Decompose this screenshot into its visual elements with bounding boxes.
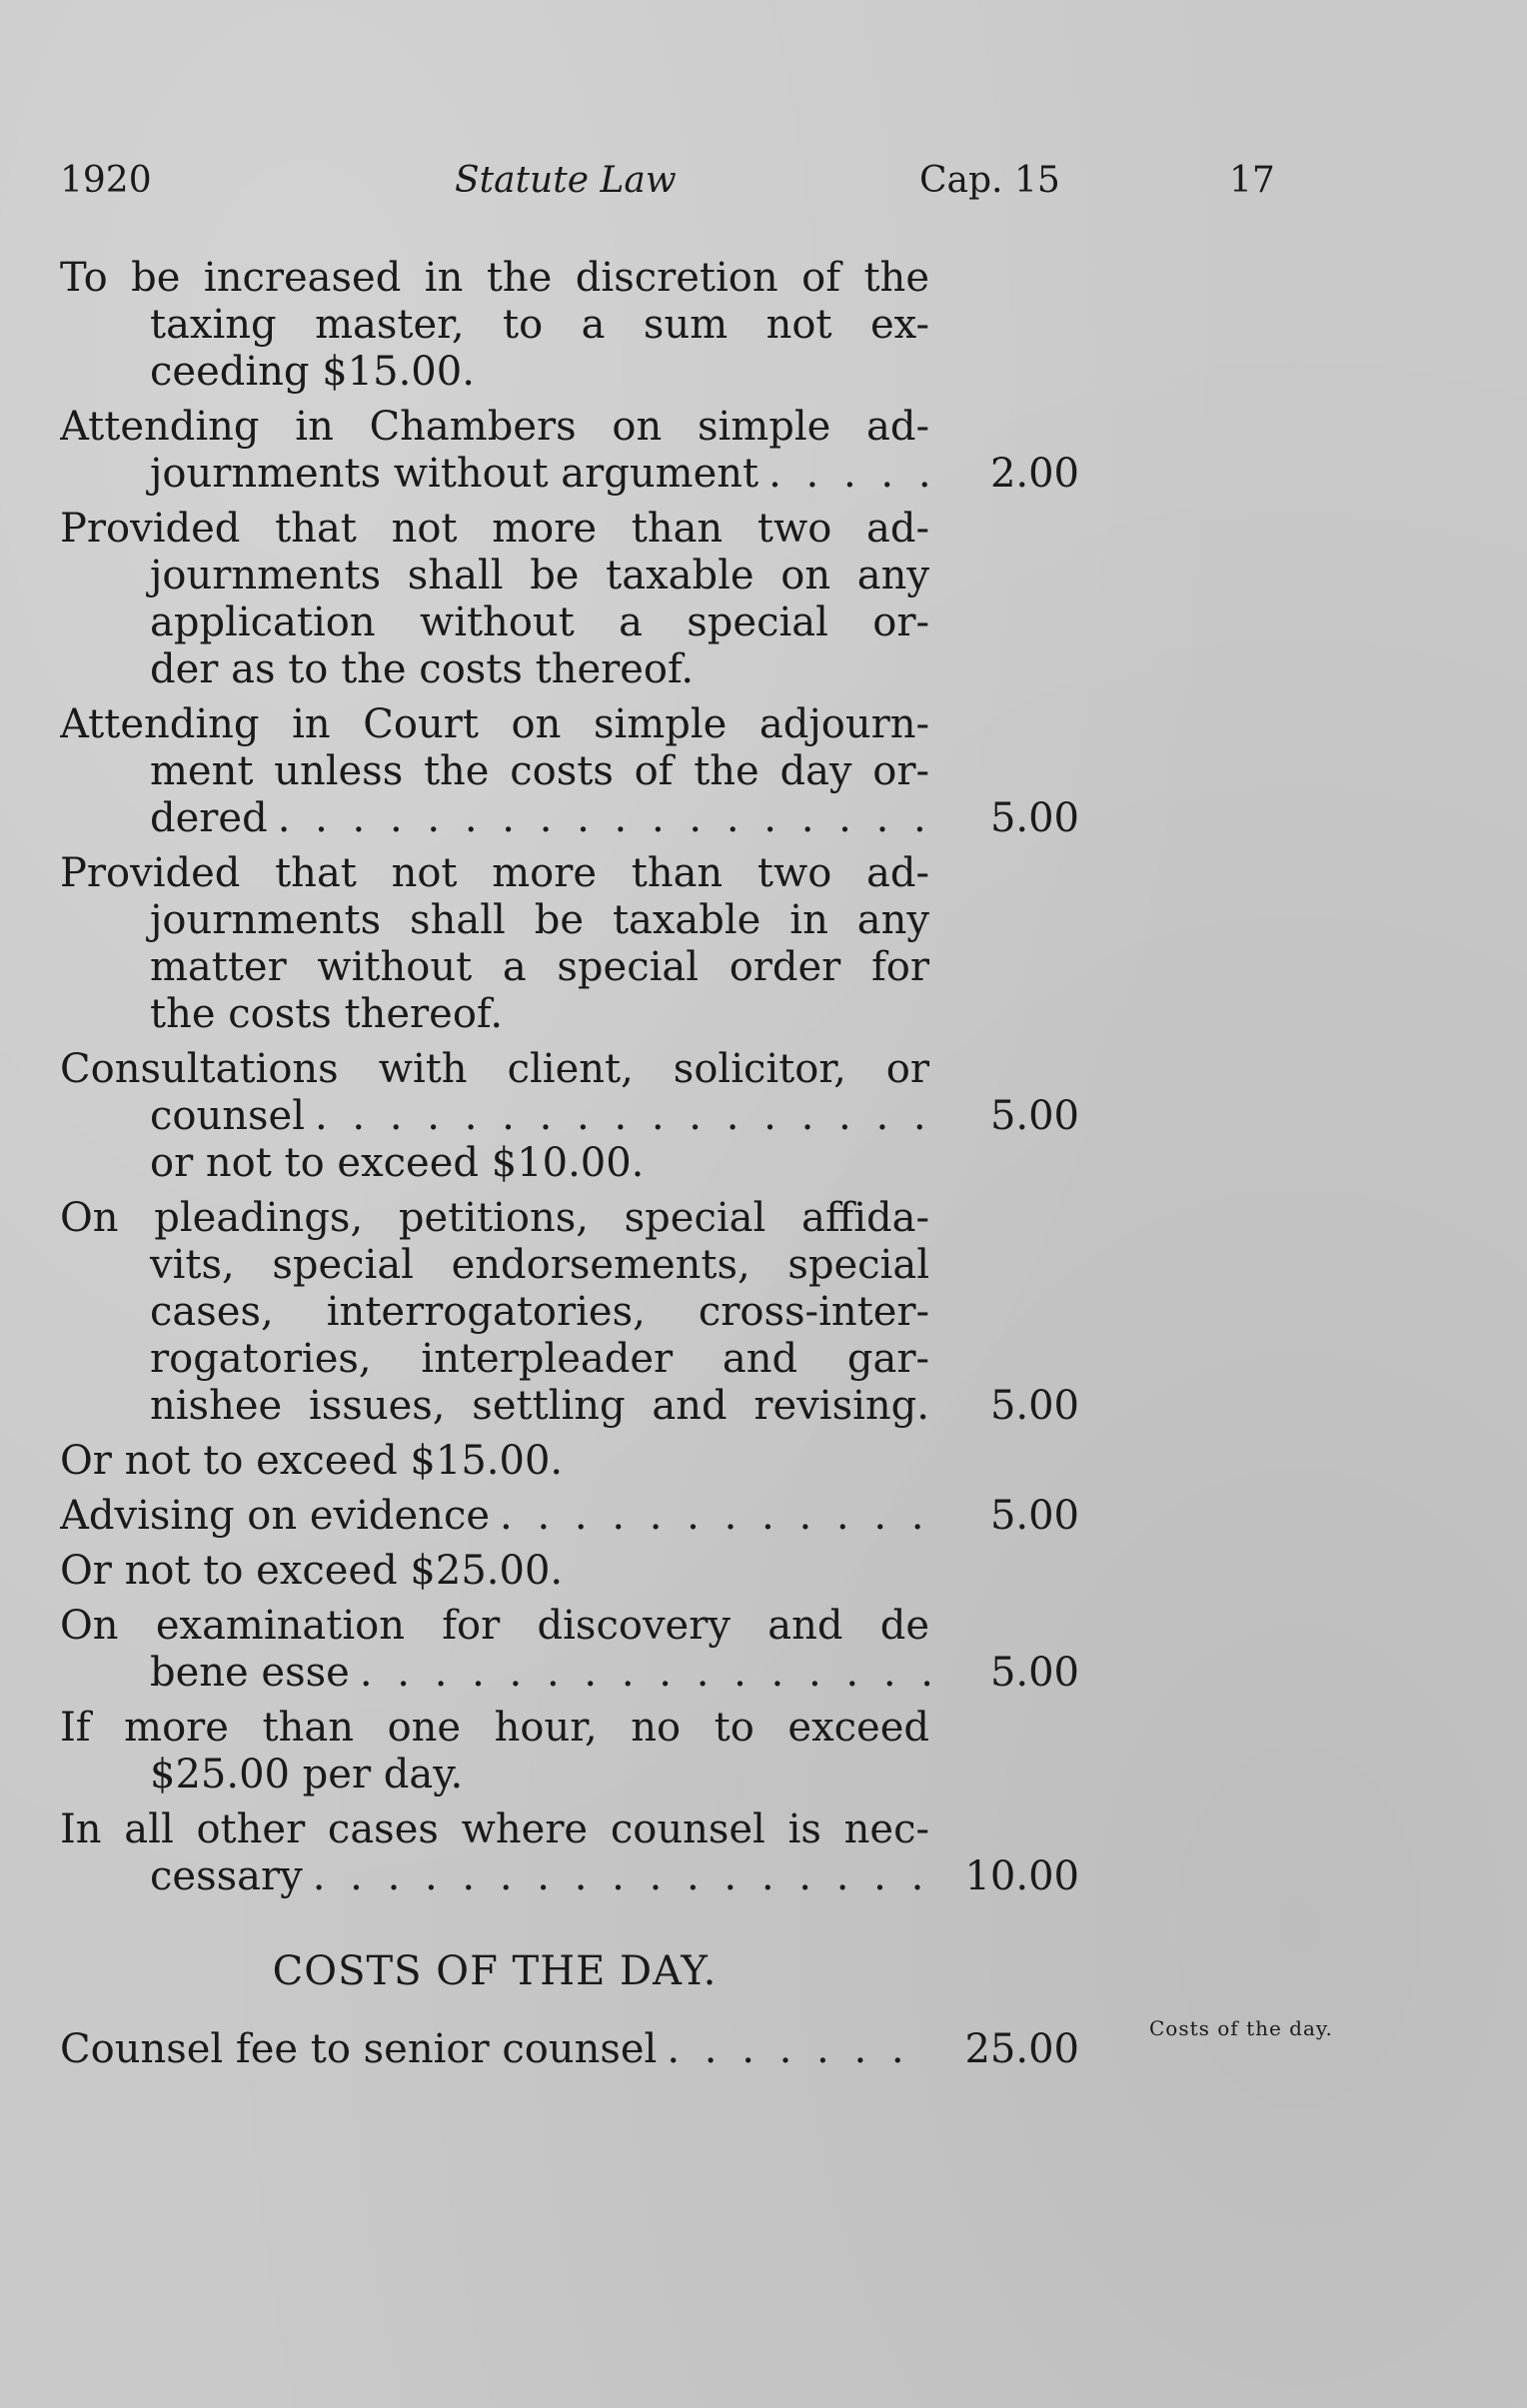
dot-leader bbox=[350, 1650, 929, 1697]
dot-leader bbox=[305, 1093, 929, 1140]
entry-line: der as to the costs thereof. bbox=[150, 646, 695, 692]
entry-line: vits, special endorsements, special bbox=[150, 1242, 929, 1288]
entry-line: In all other cases where counsel is nec- bbox=[60, 1806, 929, 1852]
entry-line: journments shall be taxable on any bbox=[150, 553, 929, 599]
entry-line: Attending in Chambers on simple ad- bbox=[60, 404, 929, 450]
section-item bbox=[60, 2016, 1333, 2076]
dot-leader bbox=[490, 1493, 929, 1540]
entry-amount: 2.00 bbox=[989, 451, 1079, 497]
entry-line: Provided that not more than two ad- bbox=[60, 850, 929, 896]
tariff-entry bbox=[60, 1705, 1079, 1799]
entry-line: $25.00 per day. bbox=[150, 1752, 464, 1798]
entry-line: On examination for discovery and de bbox=[60, 1603, 929, 1649]
entry-leader-line bbox=[60, 2026, 929, 2073]
entry-line: matter without a special order for bbox=[150, 944, 929, 990]
entry-leader-line bbox=[60, 1093, 929, 1140]
entry-leader-line bbox=[60, 1650, 929, 1697]
header-chapter: Cap. 15 bbox=[919, 160, 1060, 201]
entry-line: ment unless the costs of the day or- bbox=[150, 748, 929, 794]
entry-line: Provided that not more than two ad- bbox=[60, 506, 929, 552]
header-title: Statute Law bbox=[455, 160, 677, 201]
entry-line: rogatories, interpleader and gar- bbox=[150, 1336, 929, 1382]
dot-leader bbox=[268, 795, 929, 842]
tariff-entry bbox=[60, 506, 1079, 693]
entry-line: Advising on evidence bbox=[60, 1493, 491, 1539]
dot-leader bbox=[759, 451, 929, 498]
section-heading: COSTS OF THE DAY. bbox=[272, 1948, 718, 1994]
entry-line: To be increased in the discretion of the bbox=[60, 255, 929, 301]
entry-line: ceeding $15.00. bbox=[150, 349, 475, 395]
entry-line: cases, interrogatories, cross-inter- bbox=[150, 1289, 929, 1335]
entry-line: application without a special or- bbox=[150, 600, 929, 645]
tariff-entry bbox=[60, 404, 1079, 498]
margin-note: Costs of the day. bbox=[1149, 2016, 1333, 2040]
tariff-entry bbox=[60, 1603, 1079, 1697]
entry-line: Attending in Court on simple adjourn- bbox=[60, 701, 929, 747]
section-item-label: Counsel fee to senior counsel bbox=[60, 2026, 658, 2072]
section-item-amount: 25.00 bbox=[964, 2026, 1079, 2072]
tariff-entry bbox=[60, 1438, 1079, 1485]
tariff-entry bbox=[60, 1548, 1079, 1595]
tariff-entry bbox=[60, 701, 1079, 842]
entry-leader-line bbox=[60, 1493, 929, 1540]
page-header bbox=[60, 160, 1279, 220]
entry-leader-line bbox=[60, 451, 929, 498]
entry-line: journments without argument bbox=[150, 451, 760, 497]
entry-line: Or not to exceed $15.00. bbox=[60, 1438, 564, 1484]
dot-leader bbox=[303, 1853, 929, 1900]
entry-amount: 10.00 bbox=[964, 1853, 1079, 1899]
entry-note: or not to exceed $10.00. bbox=[150, 1140, 645, 1186]
tariff-entry bbox=[60, 255, 1079, 396]
entry-line: bene esse bbox=[150, 1650, 350, 1696]
entry-line: nishee issues, settling and revising. bbox=[150, 1383, 929, 1429]
entry-amount: 5.00 bbox=[989, 1093, 1079, 1139]
header-page-number: 17 bbox=[1229, 160, 1275, 201]
entry-line: the costs thereof. bbox=[150, 991, 504, 1037]
entry-line: dered bbox=[150, 795, 268, 841]
tariff-body bbox=[60, 255, 1359, 2076]
dot-leader bbox=[657, 2026, 929, 2073]
entry-line: taxing master, to a sum not ex- bbox=[150, 302, 929, 348]
entry-amount: 5.00 bbox=[989, 1493, 1079, 1539]
entry-amount: 5.00 bbox=[989, 795, 1079, 841]
entry-line: Consultations with client, solicitor, or bbox=[60, 1046, 929, 1092]
entry-leader-line bbox=[60, 795, 929, 842]
entry-amount: 5.00 bbox=[989, 1650, 1079, 1696]
entry-amount: 5.00 bbox=[989, 1383, 1079, 1429]
tariff-entry bbox=[60, 1493, 1079, 1540]
tariff-entry bbox=[60, 850, 1079, 1038]
entry-line: journments shall be taxable in any bbox=[150, 897, 929, 943]
entry-line: cessary bbox=[150, 1853, 303, 1899]
tariff-entry bbox=[60, 1195, 1079, 1430]
tariff-entry bbox=[60, 1806, 1079, 1900]
header-year: 1920 bbox=[60, 160, 152, 201]
entry-line: On pleadings, petitions, special affida- bbox=[60, 1195, 929, 1241]
entry-line: If more than one hour, no to exceed bbox=[60, 1705, 929, 1751]
tariff-entry bbox=[60, 1046, 1079, 1187]
entry-leader-line bbox=[60, 1853, 929, 1900]
entry-line: Or not to exceed $25.00. bbox=[60, 1548, 564, 1594]
entry-line: counsel bbox=[150, 1093, 305, 1139]
